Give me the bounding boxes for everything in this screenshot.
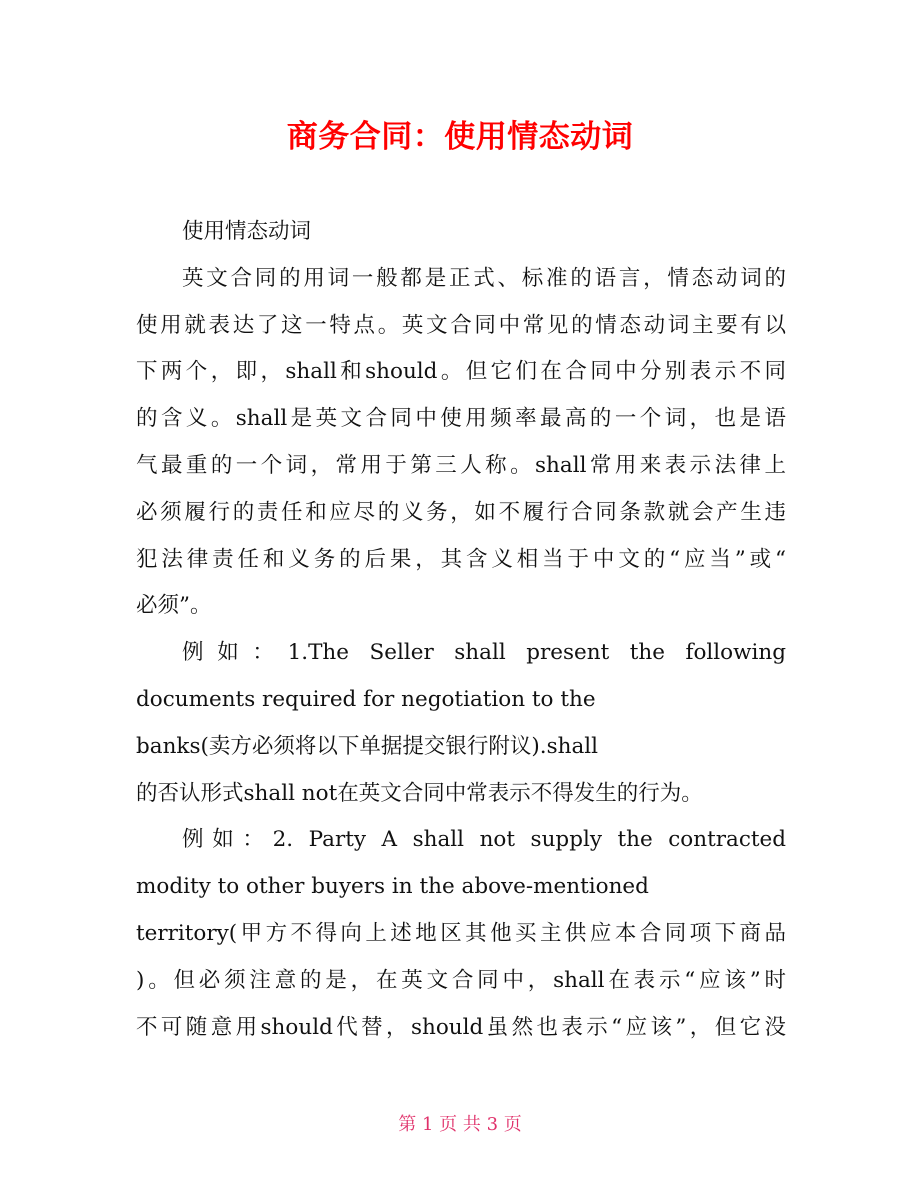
text-line: 不可随意用should代替，should虽然也表示“应该”，但它没: [136, 1014, 786, 1040]
paragraph-heading: 使用情态动词: [182, 219, 312, 244]
text-line: 必须”。: [136, 593, 212, 619]
text-line: 例如：1.The Seller shall present the following: [182, 640, 786, 666]
text-line: documents required for negotiation to the: [136, 686, 596, 712]
text-line: 使用就表达了这一特点。英文合同中常见的情态动词主要有以: [136, 312, 786, 338]
document-body: [136, 209, 786, 1051]
text-line: 的含义。shall是英文合同中使用频率最高的一个词，也是语: [136, 406, 786, 432]
text-line: )。但必须注意的是，在英文合同中，shall在表示“应该”时: [136, 967, 786, 993]
page-footer: 第 1 页 共 3 页: [398, 1114, 522, 1135]
text-line: 气最重的一个词，常用于第三人称。shall常用来表示法律上: [136, 452, 786, 478]
page-title: 商务合同：使用情态动词: [286, 119, 634, 155]
text-line: 犯法律责任和义务的后果，其含义相当于中文的“应当”或“: [136, 546, 786, 572]
text-line: 英文合同的用词一般都是正式、标准的语言，情态动词的: [182, 265, 786, 291]
text-line: 例如：2. Party A shall not supply the contracted: [182, 827, 786, 853]
text-line: 下两个，即，shall和should。但它们在合同中分别表示不同: [136, 359, 786, 385]
text-line: 必须履行的责任和应尽的义务，如不履行合同条款就会产生违: [136, 499, 786, 525]
text-line: banks(卖方必须将以下单据提交银行附议).shall: [136, 733, 599, 759]
text-line: modity to other buyers in the above-mentioned: [136, 874, 649, 900]
text-line: 的否认形式shall not在英文合同中常表示不得发生的行为。: [136, 780, 703, 806]
text-line: territory(甲方不得向上述地区其他买主供应本合同项下商品: [136, 920, 786, 946]
